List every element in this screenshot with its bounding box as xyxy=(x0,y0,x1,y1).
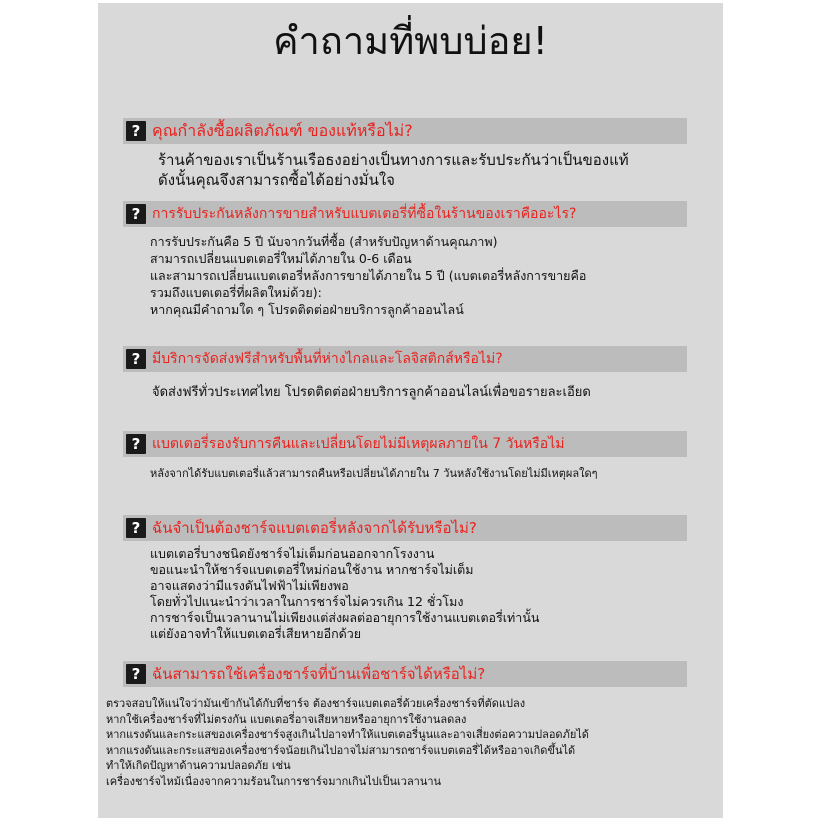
faq-answer xyxy=(150,233,586,318)
answer-line: การรับประกันคือ 5 ปี นับจากวันที่ซื้อ (สำหรับปัญหาด้านคุณภาพ) xyxy=(150,234,498,249)
faq-question: ฉันสามารถใช้เครื่องชาร์จที่บ้านเพื่อชาร์จได้หรือไม่? xyxy=(152,665,486,683)
question-mark-icon: ? xyxy=(126,121,146,141)
answer-line: ดังนั้นคุณจึงสามารถซื้อได้อย่างมั่นใจ xyxy=(158,171,395,189)
answer-line: ร้านค้าของเราเป็นร้านเรือธงอย่างเป็นทางการและรับประกันว่าเป็นของแท้ xyxy=(158,151,629,169)
answer-line: อาจแสดงว่ามีแรงดันไฟฟ้าไม่เพียงพอ xyxy=(150,578,349,593)
page-title: คำถามที่พบบ่อย! xyxy=(273,19,548,63)
answer-line: การชาร์จเป็นเวลานานไม่เพียงแต่ส่งผลต่ออายุการใช้งานแบตเตอรี่เท่านั้น xyxy=(150,610,540,625)
faq-question: คุณกำลังซื้อผลิตภัณฑ์ ของแท้หรือไม่? xyxy=(152,120,413,140)
answer-line: โดยทั่วไปแนะนำว่าเวลาในการชาร์จไม่ควรเกิน 12 ชั่วโมง xyxy=(150,594,464,609)
answer-line: สามารถเปลี่ยนแบตเตอรี่ใหม่ได้ภายใน 0-6 เดือน xyxy=(150,251,412,266)
answer-line: หากแรงดันและกระแสของเครื่องชาร์จน้อยเกินไปอาจไม่สามารถชาร์จแบตเตอรี่ได้หรืออาจเกิดขึ้นได้ xyxy=(106,743,576,757)
question-mark-icon: ? xyxy=(126,434,146,454)
faq-question-bar xyxy=(123,431,687,457)
question-mark-icon: ? xyxy=(126,349,146,369)
faq-question-bar xyxy=(123,515,687,541)
faq-question-bar xyxy=(123,661,687,687)
faq-question-bar xyxy=(123,118,687,144)
answer-line: หากคุณมีคำถามใด ๆ โปรดติดต่อฝ่ายบริการลูกค้าออนไลน์ xyxy=(150,302,464,317)
faq-answer xyxy=(150,466,598,482)
faq-question: ฉันจำเป็นต้องชาร์จแบตเตอรี่หลังจากได้รับหรือไม่? xyxy=(152,519,477,537)
answer-line: ขอแนะนำให้ชาร์จแบตเตอรี่ใหม่ก่อนใช้งาน หากชาร์จไม่เต็ม xyxy=(150,562,474,577)
answer-line: ตรวจสอบให้แน่ใจว่ามันเข้ากันได้กับที่ชาร์จ ต้องชาร์จแบตเตอรี่ด้วยเครื่องชาร์จที่ตัดแปลง xyxy=(106,697,526,710)
answer-line: หากแรงดันและกระแสของเครื่องชาร์จสูงเกินไปอาจทำให้แบตเตอรี่นูนและอาจเสี่ยงต่อความปลอดภัยได้ xyxy=(106,728,589,741)
question-mark-icon: ? xyxy=(126,664,146,684)
answer-line: จัดส่งฟรีทั่วประเทศไทย โปรดติดต่อฝ่ายบริการลูกค้าออนไลน์เพื่อขอรายละเอียด xyxy=(152,385,591,400)
faq-answer xyxy=(150,546,539,642)
faq-answer xyxy=(158,150,629,190)
answer-line: ทำให้เกิดปัญหาด้านความปลอดภัย เช่น xyxy=(106,759,291,772)
answer-line: หลังจากได้รับแบตเตอรี่แล้วสามารถคืนหรือเปลี่ยนได้ภายใน 7 วันหลังใช้งานโดยไม่มีเหตุผลใดๆ xyxy=(150,467,598,480)
question-mark-icon: ? xyxy=(126,204,146,224)
answer-line: หากใช้เครื่องชาร์จที่ไม่ตรงกัน แบตเตอรี่อาจเสียหายหรืออายุการใช้งานลดลง xyxy=(106,712,467,726)
answer-line: แต่ยังอาจทำให้แบตเตอรี่เสียหายอีกด้วย xyxy=(150,626,362,641)
question-mark-icon: ? xyxy=(126,518,146,538)
faq-answer xyxy=(152,384,591,402)
faq-question-bar xyxy=(123,346,687,372)
answer-line: เครื่องชาร์จไหม้เนื่องจากความร้อนในการชาร์จมากเกินไปเป็นเวลานาน xyxy=(106,774,442,788)
faq-question: การรับประกันหลังการขายสำหรับแบตเตอรี่ที่ซื้อในร้านของเราคืออะไร? xyxy=(152,206,577,222)
answer-line: และสามารถเปลี่ยนแบตเตอรี่หลังการขายได้ภายใน 5 ปี (แบตเตอรี่หลังการขายคือ xyxy=(150,268,587,283)
faq-answer xyxy=(106,696,589,789)
faq-question: แบตเตอรี่รองรับการคืนและเปลี่ยนโดยไม่มีเหตุผลภายใน 7 วันหรือไม่ xyxy=(152,436,565,452)
answer-line: รวมถึงแบตเตอรี่ที่ผลิตใหม่ด้วย): xyxy=(150,285,322,300)
answer-line: แบตเตอรี่บางชนิดยังชาร์จไม่เต็มก่อนออกจากโรงงาน xyxy=(150,546,435,561)
faq-question-bar xyxy=(123,201,687,227)
faq-question: มีบริการจัดส่งฟรีสำหรับพื้นที่ห่างไกลและโลจิสติกส์หรือไม่? xyxy=(152,351,503,367)
